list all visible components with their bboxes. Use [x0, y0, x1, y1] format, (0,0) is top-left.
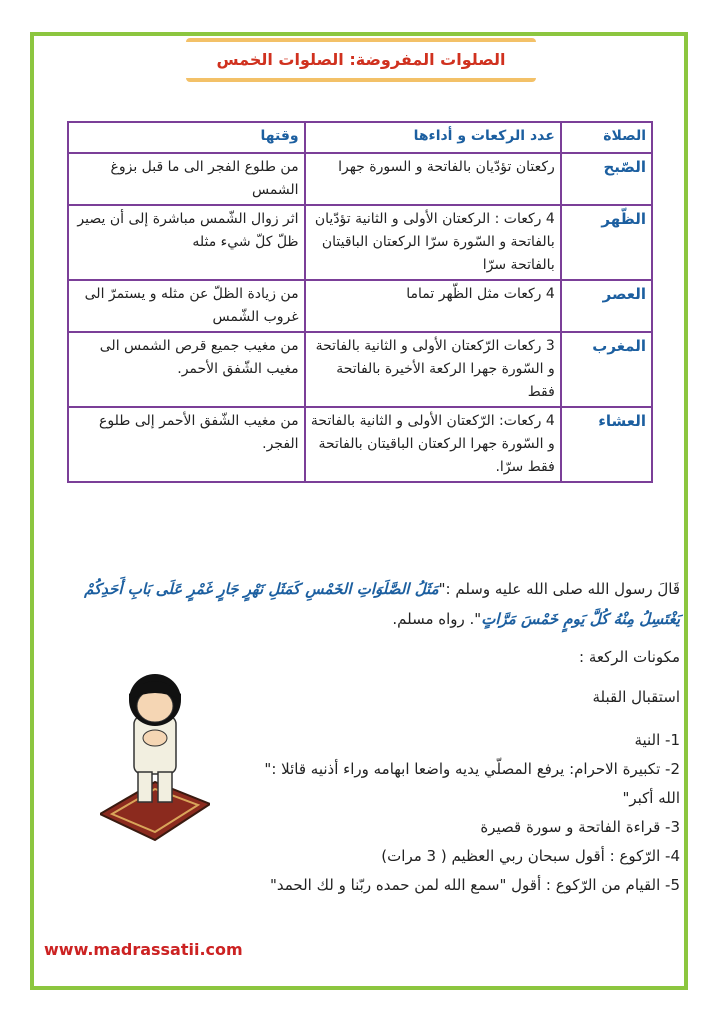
page-title: الصلوات المفروضة: الصلوات الخمس: [216, 50, 506, 69]
list-item: 3- قراءة الفاتحة و سورة قصيرة: [480, 818, 680, 836]
rakat-steps-list: [250, 726, 680, 900]
list-item: 2- تكبيرة الاحرام: يرفع المصلّي يديه واضعا ابهامه وراء أذنيه قائلا :" الله أكبر": [264, 760, 680, 807]
table-row: [68, 332, 652, 407]
header-time: وقتها: [68, 122, 305, 153]
hadith-quote: مَثَلُ الصَّلَوَاتِ الخَمْسِ كَمَثَلِ نَهْرٍ جَارٍ غَمْرٍ عَلَى بَابِ أَحَدِكُمْ يَغْتَسِلُ مِنْهُ كُلَّ يَومٍ خَمْسَ مَرَّاتٍ: [84, 580, 680, 628]
prayer-rakat: 4 ركعات: الرّكعتان الأولى و الثانية بالفاتحة و السّورة جهرا الركعتان الباقيتان بالفاتحة فقط سرّا.: [305, 407, 561, 482]
prayer-time: من مغيب الشّفق الأحمر إلى طلوع الفجر.: [68, 407, 305, 482]
prayer-rakat: 3 ركعات الرّكعتان الأولى و الثانية بالفاتحة و السّورة جهرا الركعة الأخيرة بالفاتحة فقط: [305, 332, 561, 407]
prayer-time: اثر زوال الشّمس مباشرة إلى أن يصير ظلّ كلّ شيء مثله: [68, 205, 305, 280]
website-link[interactable]: www.madrassatii.com: [44, 940, 243, 959]
list-item: 5- القيام من الرّكوع : أقول "سمع الله لمن حمده ربّنا و لك الحمد": [269, 876, 680, 894]
hadith-outro: ". رواه مسلم.: [392, 610, 482, 628]
hadith-intro: قَالَ رسول الله صلى الله عليه وسلم :": [438, 580, 680, 598]
list-item: 4- الرّكوع : أقول سبحان ربي العظيم ( 3 مرات): [381, 847, 680, 865]
prayer-rakat: ركعتان تؤدّيان بالفاتحة و السورة جهرا: [305, 153, 561, 205]
prayer-rakat: 4 ركعات : الركعتان الأولى و الثانية تؤدّيان بالفاتحة و السّورة سرّا الركعتان الباقيتان بالفاتحة سرّا: [305, 205, 561, 280]
table-row: [68, 280, 652, 332]
table-row: [68, 205, 652, 280]
list-item: 1- النية: [634, 731, 680, 749]
qibla-label: استقبال القبلة: [592, 688, 680, 706]
prayer-time: من زيادة الظلّ عن مثله و يستمرّ الى غروب الشّمس: [68, 280, 305, 332]
title-banner: [186, 38, 536, 84]
prayers-table: [67, 121, 653, 483]
prayer-name: الظّهر: [561, 205, 652, 280]
table-row: [68, 153, 652, 205]
prayer-name: العشاء: [561, 407, 652, 482]
header-prayer: الصلاة: [561, 122, 652, 153]
prayer-name: الصّبح: [561, 153, 652, 205]
table-header-row: [68, 122, 652, 153]
praying-child-illustration: [100, 664, 210, 844]
prayer-name: المغرب: [561, 332, 652, 407]
table-row: [68, 407, 652, 482]
prayer-rakat: 4 ركعات مثل الظّهر تماما: [305, 280, 561, 332]
prayer-name: العصر: [561, 280, 652, 332]
hadith-paragraph: [48, 574, 680, 634]
prayer-time: من طلوع الفجر الى ما قبل بزوغ الشمس: [68, 153, 305, 205]
components-label: مكونات الركعة :: [579, 648, 680, 666]
header-rakat: عدد الركعات و أداءها: [305, 122, 561, 153]
prayer-time: من مغيب جميع قرص الشمس الى مغيب الشّفق الأحمر.: [68, 332, 305, 407]
